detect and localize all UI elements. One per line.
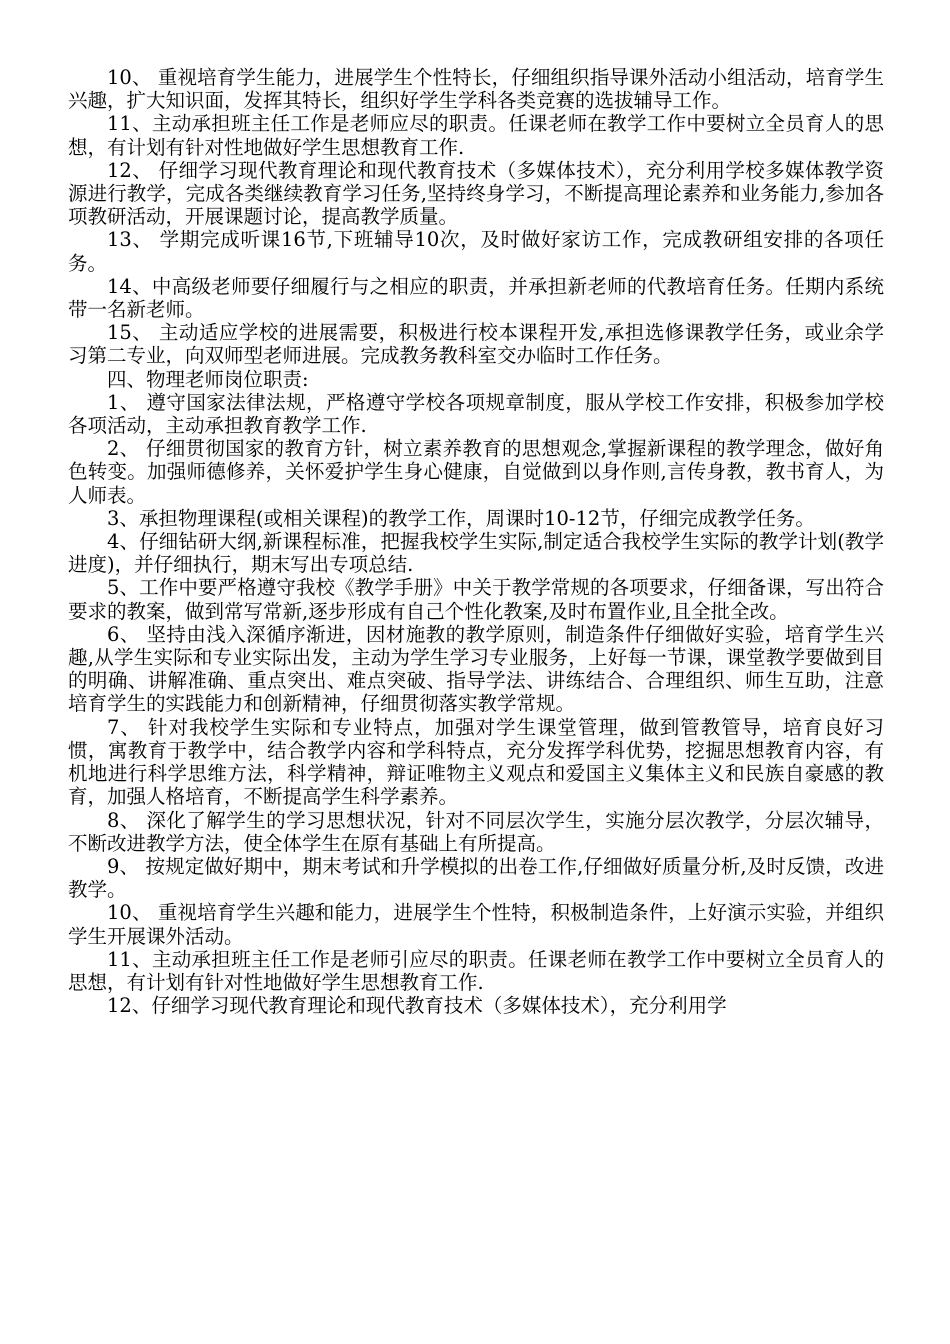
paragraph-physics-8: 8、 深化了解学生的学习思想状况，针对不同层次学生，实施分层次教学，分层次辅导，不断改进教学方法，使全体学生在原有基础上有所提高。 xyxy=(68,808,884,855)
paragraph-physics-4: 4、仔细钻研大纲,新课程标准，把握我校学生实际,制定适合我校学生实际的教学计划(教学进度)，并仔细执行，期末写出专项总结. xyxy=(68,530,884,577)
paragraph-physics-7: 7、 针对我校学生实际和专业特点，加强对学生课堂管理，做到管教管导，培育良好习惯，寓教育于教学中，结合教学内容和学科特点，充分发挥学科优势，挖掘思想教育内容，有机地进行科学思维方法，科学精神，辩证唯物主义观点和爱国主义集体主义和民族自豪感的教育，加强人格培育，不断提高学生科学素养。 xyxy=(68,715,884,809)
paragraph-12-modern-education: 12、 仔细学习现代教育理论和现代教育技术（多媒体技术），充分利用学校多媒体教学资源进行教学，完成各类继续教育学习任务,坚持终身学习，不断提高理论素养和业务能力,参加各项教研活动，开展课题讨论，提高教学质量。 xyxy=(68,158,884,229)
paragraph-13-lesson-observation: 13、 学期完成听课16节,下班辅导10次，及时做好家访工作，完成教研组安排的各项任务。 xyxy=(68,228,884,275)
paragraph-physics-9: 9、 按规定做好期中，期末考试和升学模拟的出卷工作,仔细做好质量分析,及时反馈，改进教学。 xyxy=(68,854,884,902)
paragraph-physics-1: 1、 遵守国家法律法规，严格遵守学校各项规章制度，服从学校工作安排，积极参加学校各项活动，主动承担教育教学工作. xyxy=(68,390,884,438)
paragraph-10-abilities: 10、 重视培育学生能力，进展学生个性特长，仔细组织指导课外活动小组活动，培育学生兴趣，扩大知识面，发挥其特长，组织好学生学科各类竞赛的选拔辅导工作。 xyxy=(68,66,884,113)
paragraph-physics-3: 3、承担物理课程(或相关课程)的教学工作，周课时10-12节，仔细完成教学任务。 xyxy=(107,506,815,530)
paragraph-physics-2: 2、 仔细贯彻国家的教育方针，树立素养教育的思想观念,掌握新课程的教学理念，做好角色转变。加强师德修养，关怀爱护学生身心健康，自觉做到以身作则,言传身教，教书育人，为人师表。 xyxy=(68,437,884,507)
paragraph-14-senior-teachers: 14、中高级老师要仔细履行与之相应的职责，并承担新老师的代教培育任务。任期内系统带一名新老师。 xyxy=(68,274,884,322)
paragraph-physics-11: 11、主动承担班主任工作是老师引应尽的职责。任课老师在教学工作中要树立全员育人的思想，有计划有针对性地做好学生思想教育工作. xyxy=(68,947,884,994)
paragraph-physics-12: 12、仔细学习现代教育理论和现代教育技术（多媒体技术），充分利用学 xyxy=(107,994,727,1018)
document-page xyxy=(68,66,884,1017)
section-heading-physics-teacher: 四、物理老师岗位职责: xyxy=(107,367,309,391)
paragraph-11-class-teacher: 11、主动承担班主任工作是老师应尽的职责。任课老师在教学工作中要树立全员育人的思想，有计划有针对性地做好学生思想教育工作. xyxy=(68,112,884,159)
paragraph-physics-10: 10、 重视培育学生兴趣和能力，进展学生个性特，积极制造条件，上好演示实验，并组织学生开展课外活动。 xyxy=(68,901,884,948)
paragraph-physics-5: 5、工作中要严格遵守我校《教学手册》中关于教学常规的各项要求，仔细备课，写出符合要求的教案，做到常写常新,逐步形成有自己个性化教案,及时布置作业,且全批全改。 xyxy=(68,576,884,623)
paragraph-15-school-development: 15、 主动适应学校的进展需要，积极进行校本课程开发,承担选修课教学任务，或业余学习第二专业，向双师型老师进展。完成教务教科室交办临时工作任务。 xyxy=(68,321,884,368)
paragraph-physics-6: 6、 坚持由浅入深循序渐进，因材施教的教学原则，制造条件仔细做好实验，培育学生兴趣,从学生实际和专业实际出发，主动为学生学习专业服务，上好每一节课，课堂教学要做到目的明确、讲解准确、重点突出、难点突破、指导学法、讲练结合、合理组织、师生互助，注意培育学生的实践能力和创新精神，仔细贯彻落实教学常规。 xyxy=(68,622,884,716)
